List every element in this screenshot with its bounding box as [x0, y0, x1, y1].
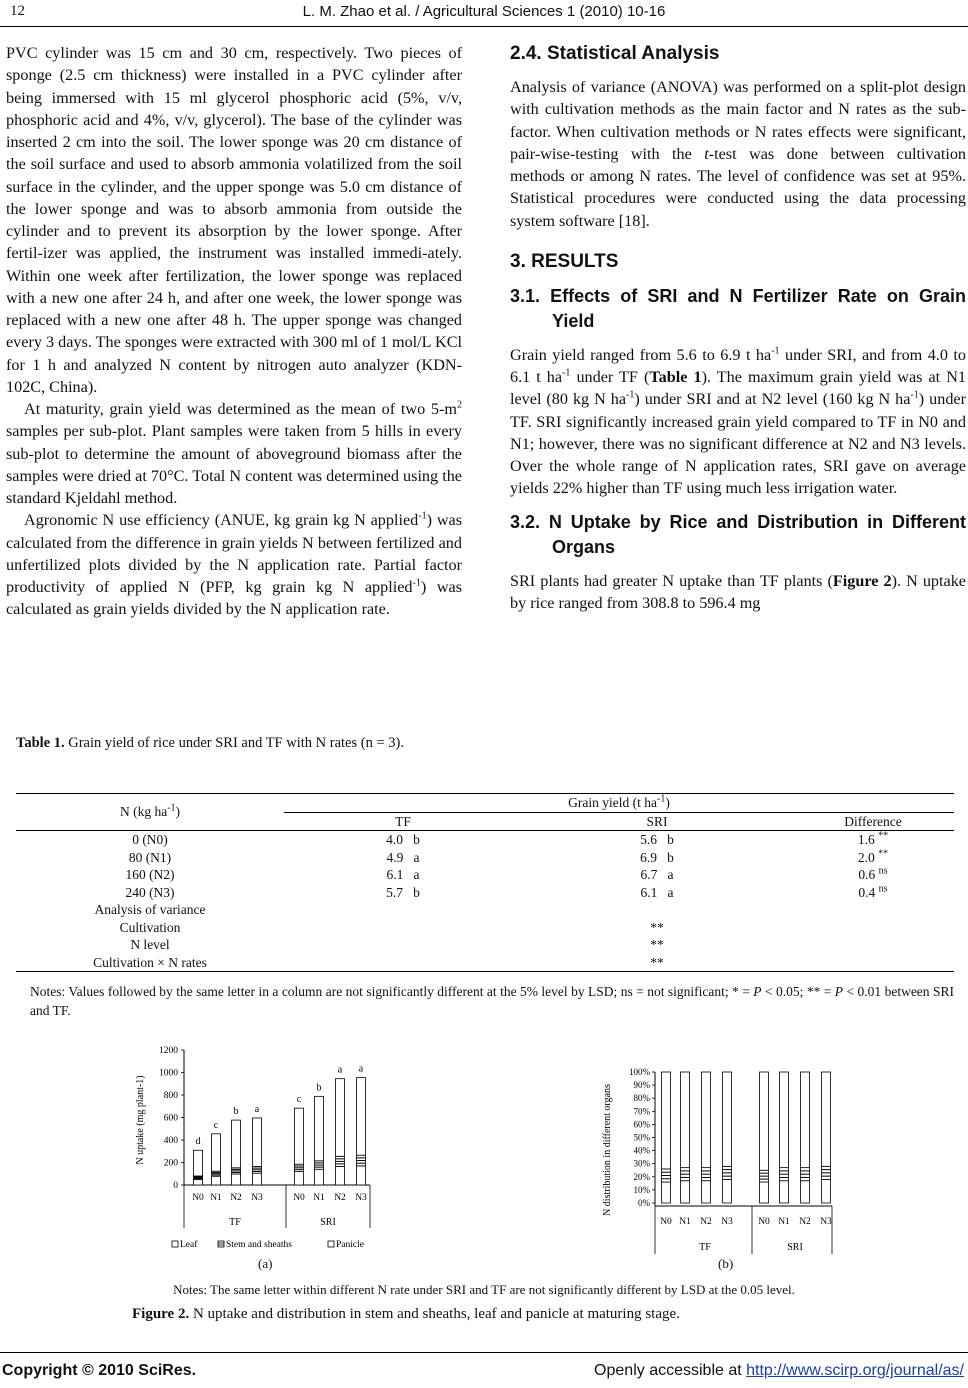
x-tick-label: N1 — [210, 1193, 222, 1203]
figure2b-chart — [600, 1058, 850, 1258]
bar-segment-panicle — [780, 1072, 789, 1168]
paragraph: Grain yield ranged from 5.6 to 6.9 t $ha^{-1}$ under SRI, and from 4.0 to 6.1 t $ha^{-1}$ under TF (Table 1). The maximum grain yield was at N1 level (80 kg N $ha^{-1}$) under SRI and at N2 level (160 kg N $ha^{-1}$) under TF. SRI significantly increased grain yield compared to TF in N0 and N1; however, there was no significant difference at N2 and N3 levels. Over the whole range of N application rates, SRI gave on average yields 22% higher than TF using much less irrigation water. — [510, 345, 966, 498]
bar-segment-leaf — [253, 1173, 262, 1185]
bar-segment-leaf — [212, 1176, 221, 1185]
y-tick-label: 200 — [163, 1158, 178, 1169]
bar-segment-leaf — [295, 1172, 304, 1186]
x-tick-label: N0 — [192, 1193, 204, 1203]
significance-letter: b — [316, 1082, 322, 1094]
bar-segment-leaf — [780, 1181, 789, 1203]
bar-segment-panicle — [822, 1072, 831, 1166]
table-row: Cultivation ** — [119, 919, 664, 935]
figure-reference[interactable]: Figure 2 — [832, 571, 892, 590]
panel-b-label: (b) — [718, 1256, 734, 1271]
y-tick-label: 0 — [173, 1181, 178, 1191]
group-label-sri: SRI — [320, 1217, 336, 1228]
bar-segment-leaf — [681, 1181, 690, 1203]
group-label-tf: TF — [229, 1217, 241, 1228]
left-column — [6, 42, 462, 621]
table-row: Analysis of variance — [94, 902, 206, 917]
bar-segment-panicle — [232, 1120, 241, 1168]
figure-caption: Figure 2. N uptake and distribution in stem and sheaths, leaf and panicle at maturing stage. — [132, 1306, 680, 1322]
header-difference: Difference — [792, 812, 954, 831]
bar-segment-leaf — [232, 1174, 241, 1185]
x-tick-label: N2 — [700, 1217, 712, 1227]
subsection-heading: 3.1. Effects of SRI and N Fertilizer Rate on Grain Yield — [510, 285, 966, 331]
table-row: N level ** — [130, 937, 664, 952]
bar-segment-panicle — [212, 1134, 221, 1171]
section-heading: 3. RESULTS — [510, 250, 619, 272]
y-tick-label: 80% — [633, 1093, 650, 1104]
bar-segment-leaf — [357, 1166, 366, 1185]
grain-yield-table — [16, 793, 954, 972]
x-tick-label: N1 — [778, 1217, 790, 1227]
bar-segment-panicle — [760, 1072, 769, 1170]
legend-leaf-swatch — [172, 1241, 178, 1247]
y-tick-label: 60% — [633, 1119, 650, 1130]
x-tick-label: N0 — [758, 1217, 770, 1227]
x-tick-label: N2 — [230, 1193, 242, 1203]
y-tick-label: 10% — [633, 1184, 650, 1195]
y-tick-label: 90% — [633, 1080, 650, 1091]
y-tick-label: 20% — [633, 1171, 650, 1182]
paragraph: At maturity, grain yield was determined as the mean of two $5-m^2$ samples per sub-plot. Plant samples were taken from 5 hills in every sub-plot to determine the amount of aboveground biomass after the samples were dried at 70°C. Total N content was determined using the standard Kjeldahl method. — [6, 399, 462, 507]
x-tick-label: N3 — [251, 1193, 263, 1203]
copyright: Copyright © 2010 SciRes. — [2, 1362, 197, 1379]
bar-segment-panicle — [336, 1079, 345, 1157]
legend-panicle-swatch — [328, 1241, 334, 1247]
paragraph: Agronomic N use efficiency (ANUE, kg grain kg N applied$^{-1}$) was calculated from the difference in grain yields N between fertilized and unfertilized plots divided by the N application rate. Partial factor productivity of applied N (PFP, kg grain kg N applied$^{-1}$) was calculated as grain yields divided by the N application rate. — [6, 510, 462, 619]
panel-a-label: (a) — [258, 1256, 273, 1271]
legend-panicle: Panicle — [336, 1240, 364, 1250]
header-tf: TF — [284, 812, 522, 831]
footer-rule — [0, 1352, 968, 1353]
bar-segment-leaf — [822, 1179, 831, 1203]
table-notes: Notes: Values followed by the same letter in a column are not significantly different at the 5% level by LSD; ns = not significant; * = P < 0.05; ** = P < 0.01 between SRI and TF. — [30, 984, 954, 1018]
paragraph: Analysis of variance (ANOVA) was performed on a split-plot design with cultivation methods as the main factor and N rates as the sub-factor. When cultivation methods or N rates effects were significant, pair-wise-testing with the t-test was done between cultivation methods or among N rates. The level of confidence was set at 95%. Statistical procedures were conducted using the data processing system software [18]. — [510, 78, 967, 230]
x-tick-label: N3 — [721, 1217, 733, 1227]
x-tick-label: N3 — [355, 1193, 367, 1203]
bar-segment-panicle — [357, 1078, 366, 1156]
legend-leaf: Leaf — [180, 1240, 198, 1250]
section-heading: 2.4. Statistical Analysis — [510, 43, 720, 64]
running-head: L. M. Zhao et al. / Agricultural Sciences 1 (2010) 10-16 — [302, 3, 666, 20]
bar-segment-leaf — [662, 1182, 671, 1203]
bar-segment-panicle — [801, 1072, 810, 1168]
y-tick-label: 1200 — [159, 1046, 178, 1056]
table-row: 0 (N0) 4.0 b 5.6 b 1.6 ** — [132, 830, 889, 847]
open-access-note: Openly accessible at http://www.scirp.org/journal/as/ — [594, 1362, 964, 1379]
y-tick-label: 600 — [163, 1113, 178, 1124]
y-tick-label: 400 — [163, 1136, 178, 1146]
journal-link[interactable]: http://www.scirp.org/journal/as/ — [746, 1362, 964, 1379]
paragraph: PVC cylinder was 15 cm and 30 cm, respectively. Two pieces of sponge (2.5 cm thickness) were installed in a PVC cylinder after being immersed with 15 ml glycerol phosphoric acid (5%, v/v, phosphoric acid and 4%, v/v, glycerol). The base of the cylinder was inserted 2 cm into the soil. The lower sponge was 20 cm distance of the soil surface and used to absorb ammonia volatilized from the soil surface in the cylinder, and the upper sponge was 5.0 cm distance of the lower sponge and was to absorb ammonia from outside the cylinder and to prevent its absorption by the lower sponge. After fertil-izer was applied, the instrument was installed immedi-ately. Within one week after fertilization, the lower sponge was replaced with a new one after 24 h, and after one week, the lower sponge was replaced with a new one after 48 h. The upper sponge was changed every 3 days. The sponges were extracted with 300 ml of 1 mol/L KCl for 1 h and analyzed N content by nitrogen auto analyzer (KDN-102C, China). — [6, 44, 462, 396]
bar-segment-leaf — [760, 1182, 769, 1203]
x-tick-label: N1 — [313, 1193, 325, 1203]
legend — [172, 1239, 364, 1250]
bar-segment-panicle — [681, 1072, 690, 1168]
bar-segment-leaf — [801, 1181, 810, 1203]
figure2a-chart — [128, 1040, 388, 1260]
legend-stem: Stem and sheaths — [226, 1240, 292, 1250]
paragraph: SRI plants had greater N uptake than TF plants (Figure 2). N uptake by rice ranged from 308.8 to 596.4 mg — [510, 571, 966, 612]
bar-segment-leaf — [336, 1166, 345, 1185]
significance-letter: c — [296, 1094, 302, 1106]
table-caption: Table 1. Grain yield of rice under SRI and TF with N rates (n = 3). — [16, 735, 404, 751]
subsection-heading: 3.2. N Uptake by Rice and Distribution in Different Organs — [510, 511, 966, 557]
bar-segment-leaf — [315, 1169, 324, 1185]
significance-letter: c — [213, 1119, 219, 1131]
x-tick-label: N3 — [820, 1217, 832, 1227]
table-reference[interactable]: Table 1 — [649, 368, 702, 386]
y-tick-label: 100% — [629, 1067, 650, 1077]
table-row: 80 (N1) 4.9 a 6.9 b 2.0 ** — [128, 848, 889, 865]
header-grain-yield: Grain yield (t $ha^{-1}$) — [284, 794, 954, 813]
significance-letter: d — [195, 1136, 201, 1148]
x-tick-label: N1 — [679, 1217, 691, 1227]
x-tick-label: N0 — [293, 1193, 305, 1203]
table-row: 160 (N2) 6.1 a 6.7 a 0.6 $^{ns}$ — [125, 865, 888, 882]
bar-segment-panicle — [194, 1150, 203, 1176]
significance-letter: b — [233, 1106, 239, 1118]
y-axis-label: N distribution in different organs — [602, 1084, 613, 1216]
table-row: Cultivation × N rates ** — [16, 954, 954, 972]
table-row: 240 (N3) 5.7 b 6.1 a 0.4 $^{ns}$ — [125, 883, 888, 900]
header-n: N (kg $ha^{-1}$) — [16, 794, 284, 831]
y-tick-label: 40% — [633, 1145, 650, 1156]
y-tick-label: 800 — [163, 1091, 178, 1101]
bar-segment-panicle — [315, 1096, 324, 1160]
bar-segment-panicle — [662, 1072, 671, 1169]
significance-letter: a — [254, 1103, 260, 1115]
bar-segment-leaf — [702, 1181, 711, 1203]
bar-segment-leaf — [723, 1179, 732, 1203]
bar-segment-panicle — [723, 1072, 732, 1166]
y-tick-label: 0% — [638, 1198, 650, 1208]
y-tick-label: 30% — [633, 1158, 650, 1169]
bar-segment-panicle — [253, 1118, 262, 1166]
y-axis-label: N uptake (mg plant-1) — [135, 1075, 146, 1165]
group-label-sri: SRI — [787, 1242, 803, 1253]
significance-letter: a — [358, 1063, 364, 1075]
bar-segment-panicle — [702, 1072, 711, 1168]
x-tick-label: N0 — [660, 1217, 672, 1227]
right-column — [510, 42, 966, 614]
y-tick-label: 50% — [633, 1132, 650, 1143]
y-tick-label: 1000 — [159, 1068, 178, 1079]
significance-letter: a — [337, 1064, 343, 1076]
group-label-tf: TF — [699, 1242, 711, 1253]
header-rule — [0, 26, 968, 27]
figure-notes: Notes: The same letter within different N rate under SRI and TF are not significantly different by LSD at the 0.05 level. — [173, 1282, 795, 1297]
header-sri: SRI — [522, 812, 792, 831]
x-tick-label: N2 — [799, 1217, 811, 1227]
bar-segment-panicle — [295, 1108, 304, 1164]
bar-segment-leaf — [194, 1179, 203, 1185]
page-number: 12 — [10, 3, 25, 19]
y-tick-label: 70% — [633, 1106, 650, 1117]
x-tick-label: N2 — [334, 1193, 346, 1203]
